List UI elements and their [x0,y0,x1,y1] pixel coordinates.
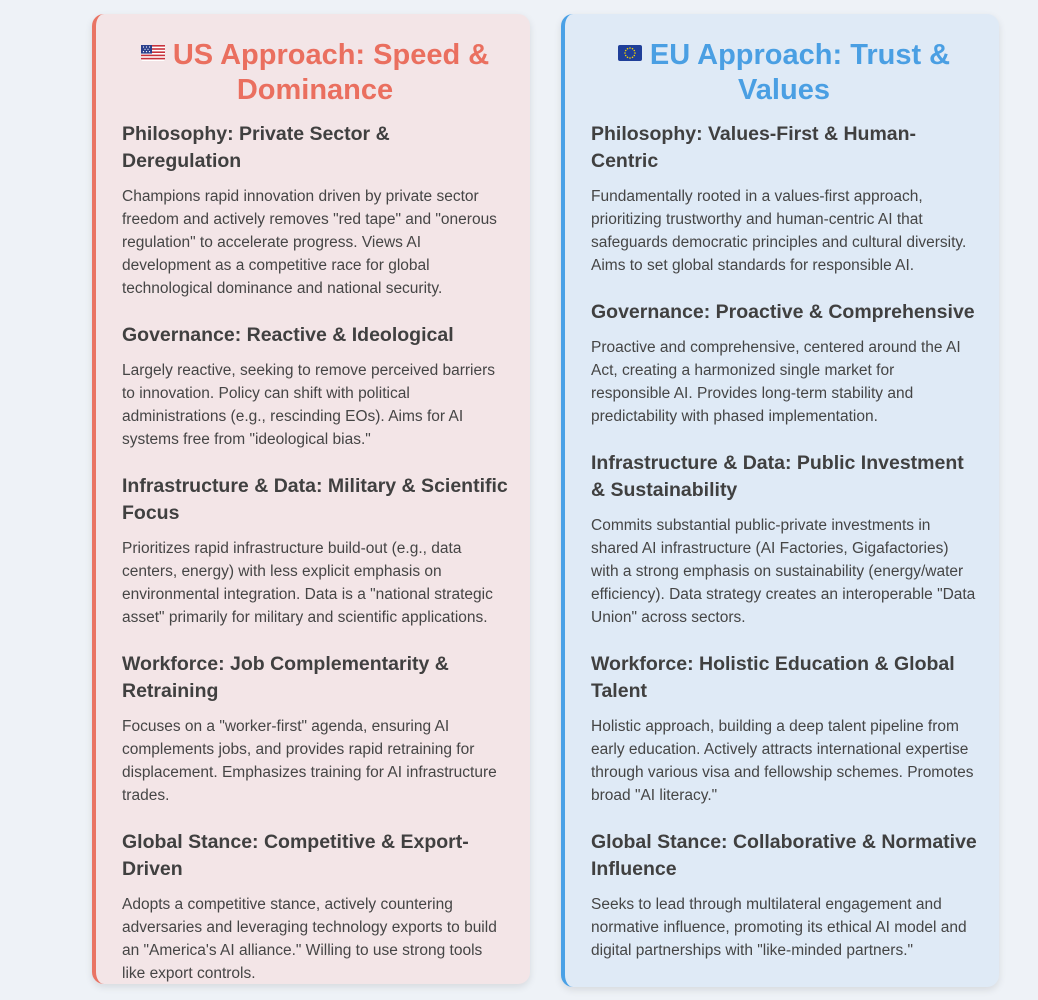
us-section-global-stance [122,829,508,985]
us-flag-icon [141,35,165,69]
us-section-infrastructure [122,473,508,629]
us-card-title [122,38,508,107]
eu-section-infrastructure [591,450,977,629]
section-heading: Global Stance: Competitive & Export-Driven [122,831,469,881]
section-heading: Workforce: Job Complementarity & Retraining [122,653,449,703]
section-heading: Workforce: Holistic Education & Global Talent [591,653,955,703]
section-heading: Philosophy: Values-First & Human-Centric [591,123,917,173]
us-section-workforce [122,651,508,807]
eu-section-philosophy [591,121,977,277]
eu-approach-card [561,14,999,987]
section-body: Largely reactive, seeking to remove perceived barriers to innovation. Policy can shift with political administrations (e.g., rescinding EOs). Aims for AI systems free from "ideological bias." [122,362,496,449]
eu-section-global-stance [591,829,977,962]
section-heading: Philosophy: Private Sector & Deregulation [122,123,390,173]
section-heading: Governance: Proactive & Comprehensive [591,301,975,324]
section-heading: Infrastructure & Data: Public Investment & Sustainability [591,452,964,502]
section-body: Seeks to lead through multilateral engagement and normative influence, promoting its ethical AI model and digital partnerships with "like-minded partners." [591,896,967,960]
us-section-governance [122,322,508,451]
section-body: Adopts a competitive stance, actively countering adversaries and leveraging technology exports to build an "America's AI alliance." Willing to use strong tools like export controls. [122,896,497,983]
eu-card-title-text: EU Approach: Trust & Values [649,39,951,107]
us-card-title-text: US Approach: Speed & Dominance [172,39,490,107]
us-section-philosophy [122,121,508,300]
section-body: Champions rapid innovation driven by private sector freedom and actively removes "red tape" and "onerous regulation" to accelerate progress. Views AI development as a competitive race for global technological dominance and national security. [122,188,497,298]
section-body: Commits substantial public-private investments in shared AI infrastructure (AI Factories, Gigafactories) with a strong emphasis on sustainability (energy/water efficiency). Data strategy creates an interoperable "Data Union" across sectors. [591,517,976,627]
section-heading: Governance: Reactive & Ideological [122,324,454,347]
eu-section-governance [591,299,977,428]
us-approach-card [92,14,530,984]
section-body: Proactive and comprehensive, centered around the AI Act, creating a harmonized single market for responsible AI. Provides long-term stability and predictability with phased implementation. [591,339,961,426]
eu-flag-icon [618,35,642,69]
section-body: Focuses on a "worker-first" agenda, ensuring AI complements jobs, and provides rapid retraining for displacement. Emphasizes training for AI infrastructure trades. [122,718,497,805]
eu-section-workforce [591,651,977,807]
section-body: Fundamentally rooted in a values-first approach, prioritizing trustworthy and human-centric AI that safeguards democratic principles and cultural diversity. Aims to set global standards for responsible AI. [591,188,967,275]
section-heading: Global Stance: Collaborative & Normative Influence [591,831,977,881]
section-body: Holistic approach, building a deep talent pipeline from early education. Actively attracts international expertise through various visa and fellowship schemes. Promotes broad "AI literacy." [591,718,974,805]
section-heading: Infrastructure & Data: Military & Scientific Focus [122,475,508,525]
section-body: Prioritizes rapid infrastructure build-out (e.g., data centers, energy) with less explicit emphasis on environmental integration. Data is a "national strategic asset" primarily for military and scientific applications. [122,540,493,627]
eu-card-title [591,38,977,107]
